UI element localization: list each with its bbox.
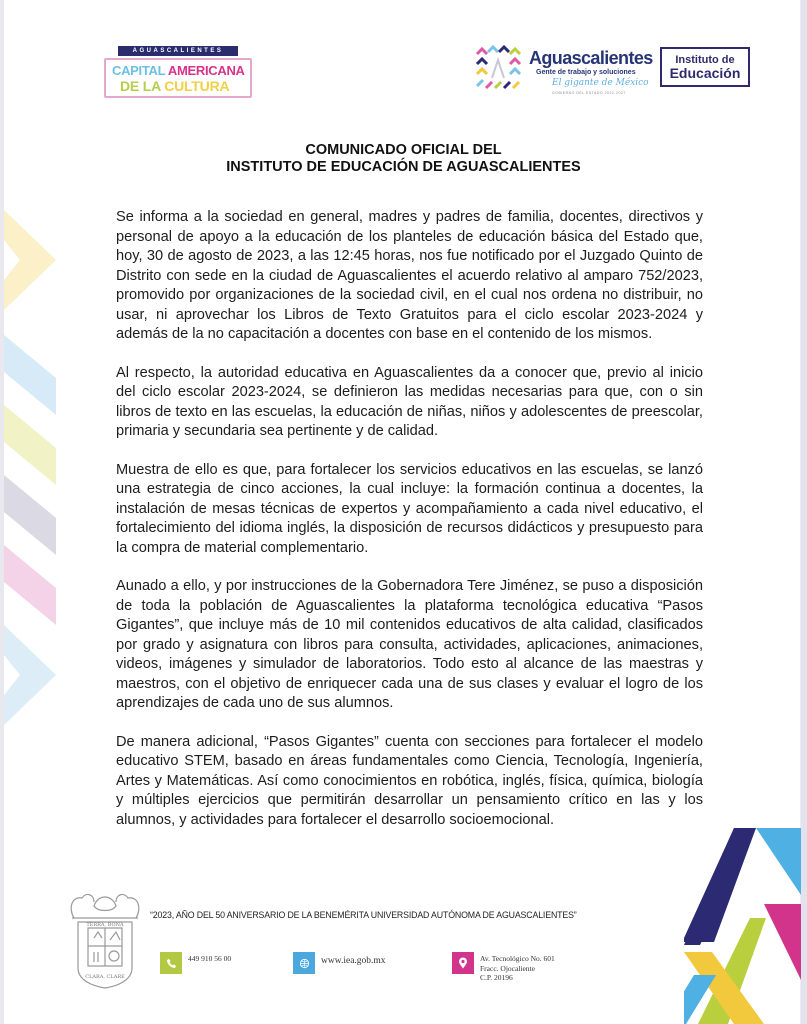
capital-americana-cultura-logo <box>104 46 252 98</box>
aguascalientes-wordmark: Aguascalientes <box>529 48 653 68</box>
paragraph-2: Al respecto, la autoridad educativa en Aguascalientes da a conocer que, previo al inicio del ciclo escolar 2023-2024, se definieron las medidas necesarias para que, con o sin libros de texto en las escuelas, la educación de niñas, niños y adolescentes de preescolar, primaria y secundaria sea pertinente y de calidad. <box>116 364 703 439</box>
address-line-3: C.P. 20196 <box>480 973 513 982</box>
paragraph-5: De manera adicional, “Pasos Gigantes” cuenta con secciones para fortalecer el modelo educativo STEM, basado en áreas fundamentales como Ciencia, Tecnología, Ingeniería, Artes y Matemáticas. Así como conocimientos en robótica, inglés, física, química, biología y múltiples ejercicios que permitirán desarrollar un pensamiento crítico en las y los alumnos, y actividades para fortalecer el desarrollo socioemocional. <box>116 733 703 828</box>
paragraph-1: Se informa a la sociedad en general, madres y padres de familia, docentes, directivos y personal de apoyo a la educación de los planteles de educación básica del Estado que, hoy, 30 de agosto de 2023, a las 12:45 horas, nos fue notificado por el Juzgado Quinto de Distrito con sede en la ciudad de Aguascalientes el acuerdo relativo al amparo 752/2023, promovido por organizaciones de la sociedad civil, en el cual nos ordena no distribuir, no usar, ni aprovechar los Libros de Texto Gratuitos para el ciclo escolar 2023-2024 y además de la no capacitación a docentes con base en el contenido de los mismos. <box>116 209 703 342</box>
website-link[interactable]: www.iea.gob.mx <box>321 956 386 966</box>
iea-logo-line1: Instituto de <box>675 54 735 66</box>
address-line-2: Fracc. Ojocaliente <box>480 963 535 973</box>
phone-icon <box>160 952 182 974</box>
aguascalientes-a-mark-icon <box>474 44 522 92</box>
chevron-yellow <box>4 210 56 310</box>
stripe-pink <box>4 545 56 625</box>
aguascalientes-government-logo <box>474 44 654 98</box>
cultura-line2 <box>120 78 229 94</box>
footer-phone <box>160 952 231 974</box>
footer-motto: “2023, AÑO DEL 50 ANIVERSARIO DE LA BENEMÉRITA UNIVERSIDAD AUTÓNOMA DE AGUASCALIENTES” <box>150 910 577 920</box>
aguascalientes-government-period: GOBIERNO DEL ESTADO 2022-2027 <box>552 91 626 95</box>
title-line-1: COMUNICADO OFICIAL DEL <box>305 142 502 158</box>
stripe-blue <box>4 335 56 415</box>
stripe-navy <box>4 475 56 555</box>
globe-icon <box>293 952 315 974</box>
instituto-educacion-logo <box>660 47 750 87</box>
phone-number[interactable]: 449 910 56 00 <box>188 954 232 963</box>
cultura-word-americana: AMERICANA <box>167 63 245 78</box>
deco-blue-top <box>756 828 801 895</box>
side-chevron-decoration <box>0 200 62 800</box>
cultura-top-label: AGUASCALIENTES <box>118 46 238 56</box>
address-text <box>480 954 555 983</box>
paragraph-3: Muestra de ello es que, para fortalecer los servicios educativos en las escuelas, se lanzó una estrategia de cinco acciones, la cual incluye: la formación continua a docentes, la instalación de mesas técnicas de expertos y acompañamiento a cada nivel educativo, el fortalecimiento del idioma inglés, la disposición de recursos didácticos y presupuesto para la compra de material complementario. <box>116 461 703 556</box>
corner-a-decoration <box>684 820 801 1024</box>
footer-address <box>452 952 555 983</box>
deco-navy-stripe <box>684 828 756 945</box>
state-coat-of-arms-icon <box>64 888 146 992</box>
title-line-2: INSTITUTO DE EDUCACIÓN DE AGUASCALIENTES <box>226 159 581 175</box>
cultura-word-capital: CAPITAL <box>112 63 166 78</box>
stripe-green <box>4 405 56 485</box>
aguascalientes-slogan: Gente de trabajo y soluciones <box>536 69 636 76</box>
cultura-word-de-la: DE LA <box>120 78 161 94</box>
cultura-word-cultura: CULTURA <box>164 78 230 94</box>
location-pin-icon <box>452 952 474 974</box>
document-title <box>0 142 807 176</box>
aguascalientes-tagline: El gigante de México <box>552 78 649 88</box>
seal-text-bottom: CLARA, CLARE <box>85 974 125 980</box>
paragraph-4: Aunado a ello, y por instrucciones de la Gobernadora Tere Jiménez, se puso a disposición de toda la población de Aguascalientes la plataforma tecnológica educativa “Pasos Gigantes”, que incluye más de 10 mil contenidos educativos de alta calidad, clasificados por grado y asignatura con libros para consulta, actividades, aplicaciones, animaciones, videos, imágenes y simulador de laboratorios. Todo esto al alcance de las maestras y maestros, con el objetivo de enriquecer cada una de sus clases y evaluar el logro de los aprendizajes de cada uno de sus alumnos. <box>116 578 703 711</box>
chevron-lightblue <box>4 625 56 725</box>
cultura-logo-box <box>104 58 252 98</box>
iea-logo-line2: Educación <box>669 65 741 81</box>
cultura-line1 <box>112 63 245 78</box>
deco-pink <box>764 904 801 980</box>
address-line-1: Av. Tecnológico No. 601 <box>480 954 555 963</box>
footer-website <box>293 952 386 974</box>
seal-text-top: TERRA, BONA <box>86 922 124 928</box>
document-body <box>116 208 703 849</box>
